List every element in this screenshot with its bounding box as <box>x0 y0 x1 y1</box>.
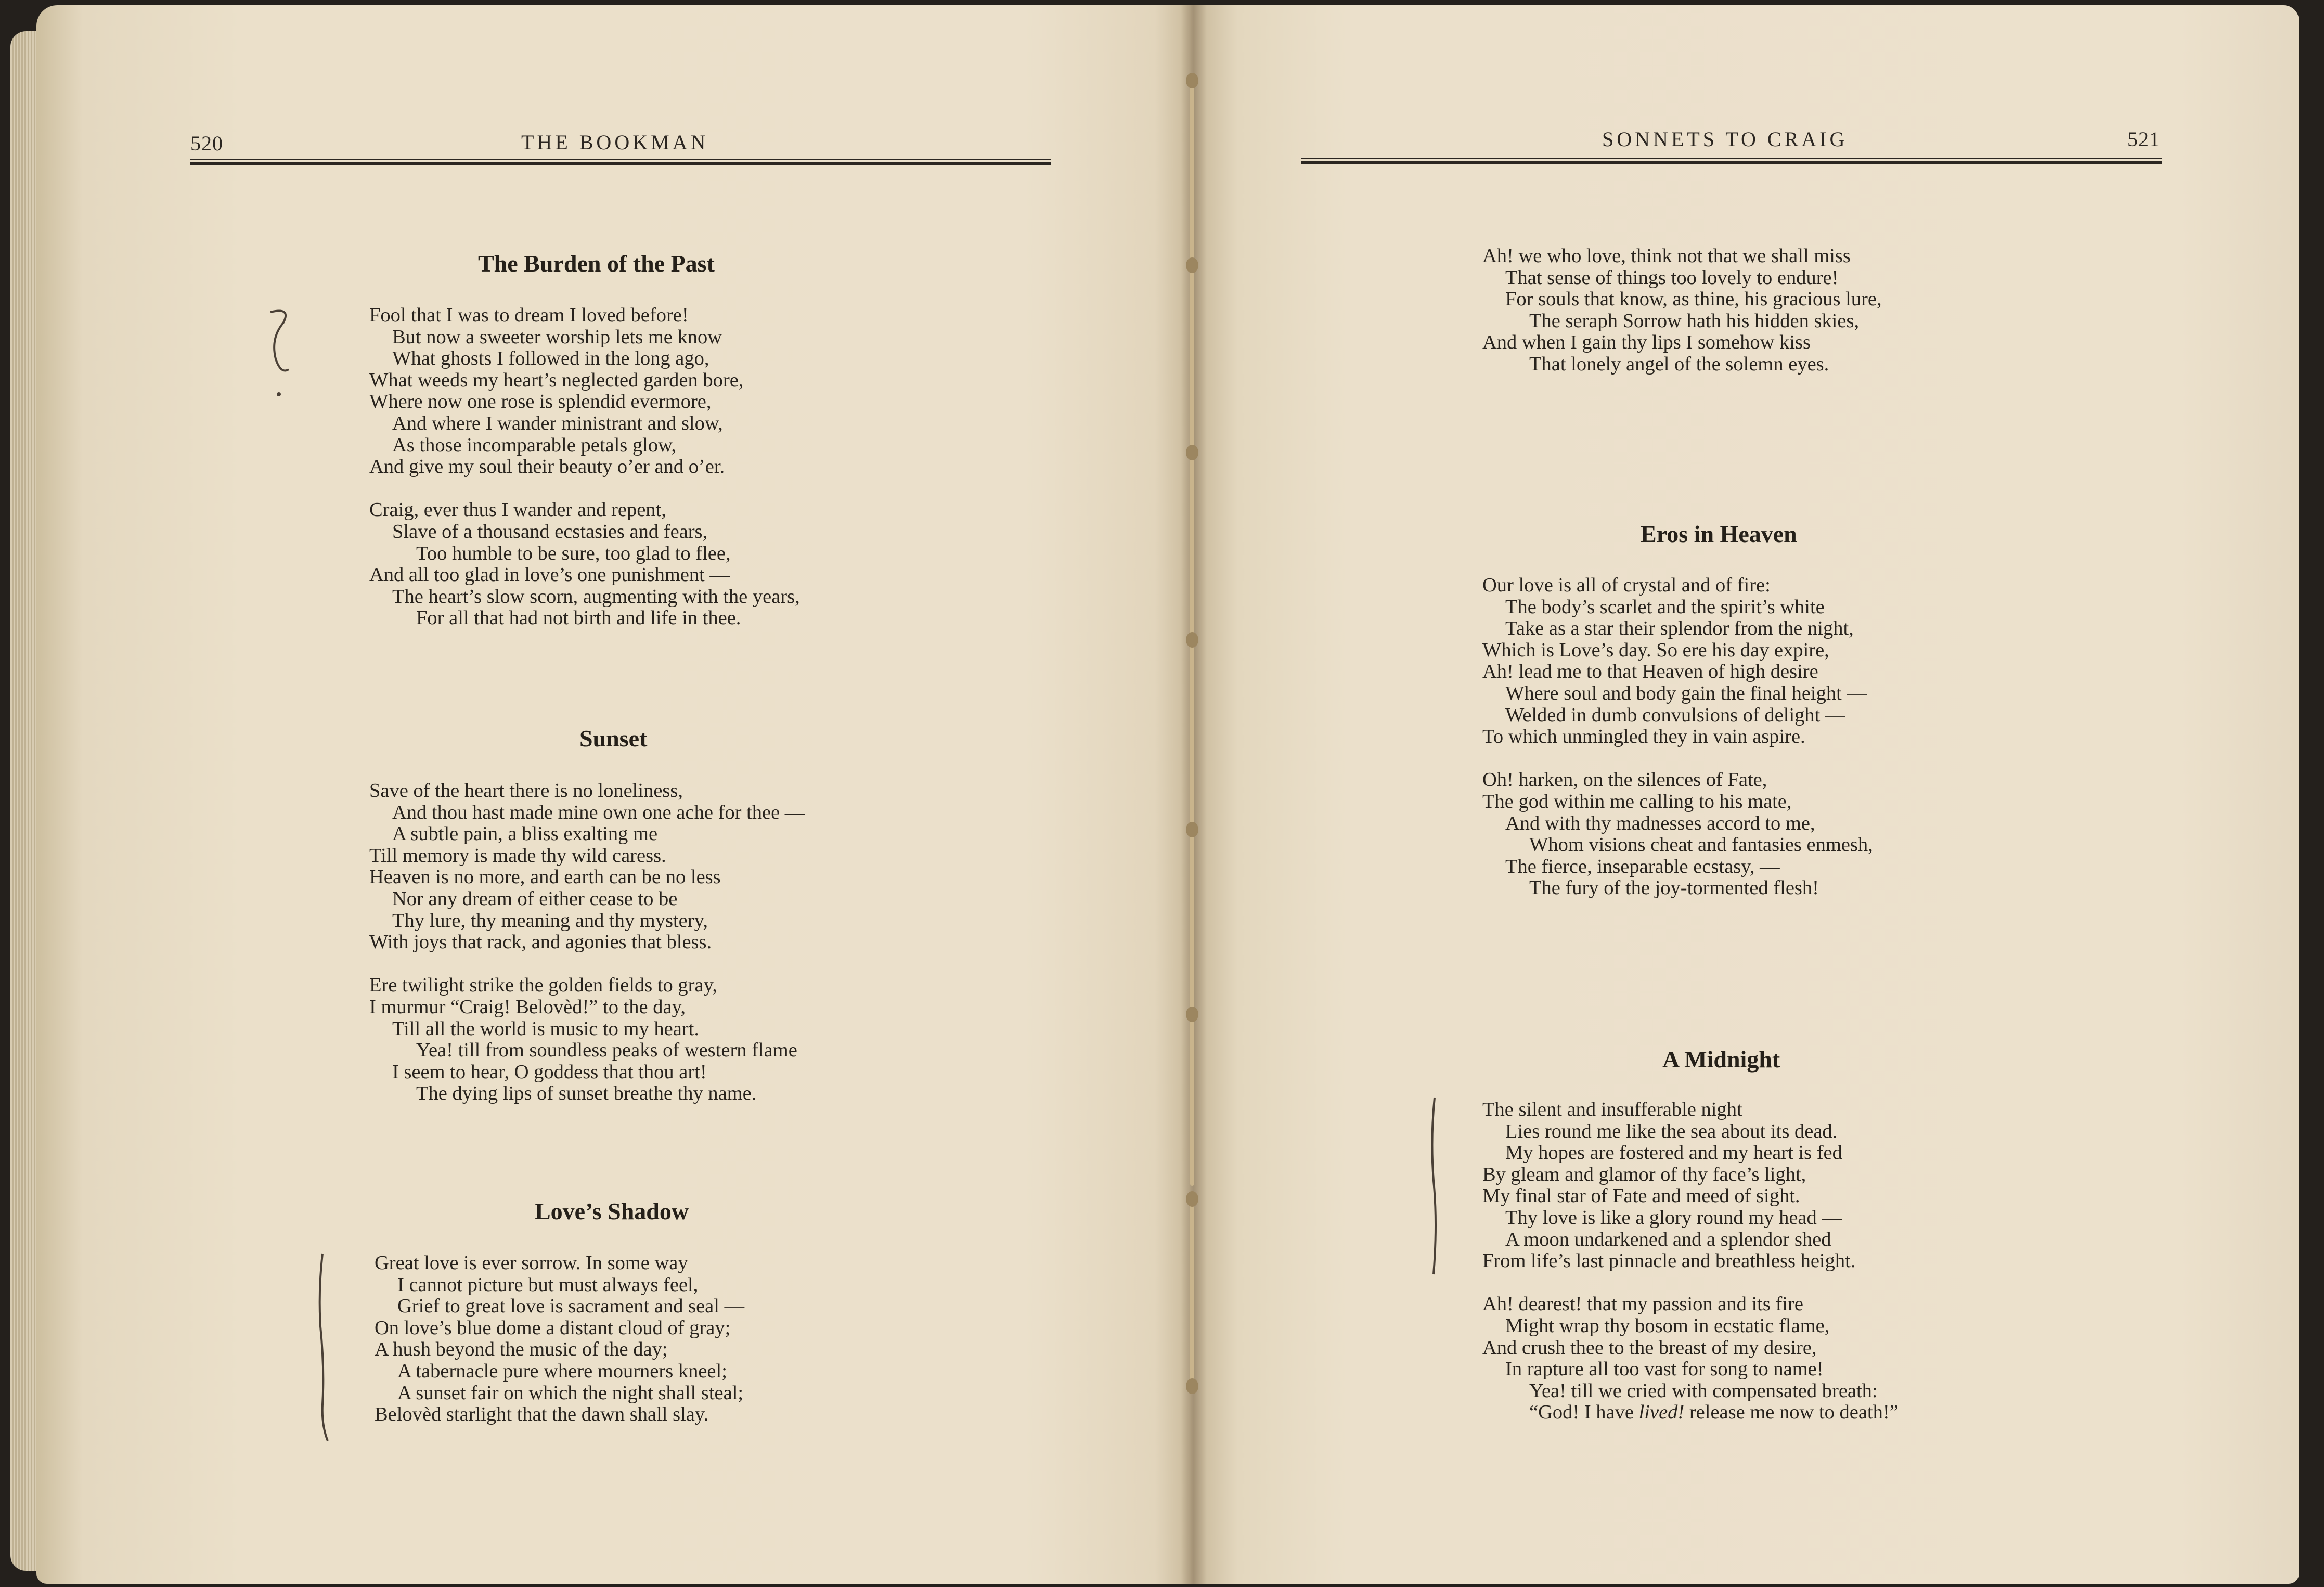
poem-line: Till memory is made thy wild caress. <box>369 844 666 867</box>
left-header-rule-thick <box>190 162 1051 165</box>
poem-continuation <box>1482 246 1882 376</box>
poem-line: And where I wander ministrant and slow, <box>392 412 723 434</box>
poem-line: Too humble to be sure, too glad to flee, <box>416 542 731 564</box>
poem-line: To which unmingled they in vain aspire. <box>1482 726 1805 748</box>
poem-line: Belovèd starlight that the dawn shall slay. <box>375 1403 709 1426</box>
pencil-mark-squiggle <box>260 302 302 406</box>
poem-line: The seraph Sorrow hath his hidden skies, <box>1529 309 1860 332</box>
poem-line: For souls that know, as thine, his gracious lure, <box>1505 288 1882 311</box>
poem-line: Yea! till from soundless peaks of western flame <box>416 1039 797 1062</box>
poem-line: A subtle pain, a bliss exalting me <box>392 823 658 845</box>
poem-line: The fierce, inseparable ecstasy, — <box>1505 855 1780 878</box>
poem-line: I cannot picture but must always feel, <box>397 1273 699 1296</box>
poem-line: On love’s blue dome a distant cloud of gray; <box>375 1317 731 1339</box>
left-page-number: 520 <box>190 132 223 155</box>
poem-line: And give my soul their beauty o’er and o’er. <box>369 456 725 478</box>
poem-line: My final star of Fate and meed of sight. <box>1482 1185 1800 1207</box>
poem-line: Lies round me like the sea about its dead. <box>1505 1120 1838 1142</box>
poem-line: Ah! dearest! that my passion and its fire <box>1482 1293 1803 1315</box>
poem-line: Great love is ever sorrow. In some way <box>375 1252 688 1274</box>
poem-line: Oh! harken, on the silences of Fate, <box>1482 769 1767 791</box>
poem-body <box>369 305 800 629</box>
right-page-number: 521 <box>2127 127 2160 151</box>
left-running-head: THE BOOKMAN <box>521 131 709 154</box>
poem-line: Heaven is no more, and earth can be no less <box>369 866 721 888</box>
right-header-rule-thick <box>1301 161 2162 164</box>
poem-line: Might wrap thy bosom in ecstatic flame, <box>1505 1314 1830 1337</box>
binding-stitch <box>1186 73 1198 88</box>
poem-line: The body’s scarlet and the spirit’s white <box>1505 596 1825 618</box>
poem-line: Welded in dumb convulsions of delight — <box>1505 704 1845 726</box>
poem-line: By gleam and glamor of thy face’s light, <box>1482 1163 1806 1185</box>
poem-line: A sunset fair on which the night shall steal; <box>397 1382 744 1404</box>
poem-title: Sunset <box>579 725 648 752</box>
poem-line: The god within me calling to his mate, <box>1482 790 1792 812</box>
poem-line: Grief to great love is sacrament and seal — <box>397 1295 745 1318</box>
pencil-mark-bracket <box>307 1248 338 1446</box>
poem-line: Where now one rose is splendid evermore, <box>369 391 712 413</box>
poem-line: But now a sweeter worship lets me know <box>392 326 722 348</box>
poem-line: For all that had not birth and life in thee. <box>416 607 741 629</box>
poem-line: In rapture all too vast for song to name! <box>1505 1358 1824 1380</box>
right-running-head: SONNETS TO CRAIG <box>1602 127 1848 151</box>
poem-line: And when I gain thy lips I somehow kiss <box>1482 331 1811 354</box>
poem-line: A hush beyond the music of the day; <box>375 1338 668 1361</box>
poem-line-part: “God! I have <box>1529 1401 1639 1424</box>
poem-line: Ah! lead me to that Heaven of high desire <box>1482 661 1818 683</box>
poem-line: And thou hast made mine own one ache for thee — <box>392 801 805 823</box>
binding-stitch <box>1186 1191 1198 1207</box>
poem-body <box>375 1253 744 1426</box>
binding-stitch <box>1186 1378 1198 1394</box>
poem-line: What weeds my heart’s neglected garden bore, <box>369 369 744 391</box>
poem-line-part: release me now to death!” <box>1684 1401 1899 1424</box>
poem-line: A tabernacle pure where mourners kneel; <box>397 1360 727 1382</box>
poem-line-italic: lived! <box>1638 1401 1685 1424</box>
binding-stitch <box>1186 822 1198 837</box>
poem-line: Thy lure, thy meaning and thy mystery, <box>392 909 708 932</box>
binding-stitch <box>1186 632 1198 648</box>
poem-line: Ere twilight strike the golden fields to gray, <box>369 974 717 997</box>
poem-line: What ghosts I followed in the long ago, <box>392 347 709 370</box>
poem-line: Slave of a thousand ecstasies and fears, <box>392 520 708 543</box>
poem-line: Whom visions cheat and fantasies enmesh, <box>1529 834 1873 856</box>
poem-title: A Midnight <box>1662 1046 1780 1073</box>
right-page <box>1191 5 2299 1584</box>
left-header-rule-thin <box>190 159 1051 160</box>
right-header-rule-thin <box>1301 158 2162 159</box>
poem-title: The Burden of the Past <box>478 250 715 277</box>
pencil-mark-bracket <box>1420 1092 1451 1280</box>
poem-title: Eros in Heaven <box>1641 521 1797 547</box>
poem-title: Love’s Shadow <box>535 1198 689 1224</box>
poem-line: And crush thee to the breast of my desire, <box>1482 1336 1817 1359</box>
binding-thread <box>1190 1196 1194 1394</box>
poem-line: And all too glad in love’s one punishment — <box>369 564 730 586</box>
poem-line: That lonely angel of the solemn eyes. <box>1529 353 1829 375</box>
poem-body <box>1482 575 1873 899</box>
poem-line: Nor any dream of either cease to be <box>392 887 678 910</box>
poem-line: Save of the heart there is no loneliness, <box>369 780 683 802</box>
poem-line: The fury of the joy-tormented flesh! <box>1529 877 1819 899</box>
poem-line: The silent and insufferable night <box>1482 1099 1742 1120</box>
left-page <box>36 5 1191 1584</box>
poem-line: Where soul and body gain the final height — <box>1505 682 1867 704</box>
poem-line: With joys that rack, and agonies that bless. <box>369 931 712 953</box>
poem-line: And with thy madnesses accord to me, <box>1505 812 1815 834</box>
poem-line: The heart’s slow scorn, augmenting with the years, <box>392 585 800 608</box>
poem-line: A moon undarkened and a splendor shed <box>1505 1228 1831 1250</box>
poem-line: Which is Love’s day. So ere his day expire, <box>1482 639 1829 661</box>
binding-stitch <box>1186 1007 1198 1022</box>
poem-body <box>369 780 805 1105</box>
poem-line: Take as a star their splendor from the night, <box>1505 617 1854 640</box>
poem-line: That sense of things too lovely to endure! <box>1505 266 1839 289</box>
poem-line: My hopes are fostered and my heart is fed <box>1505 1142 1842 1164</box>
poem-line: As those incomparable petals glow, <box>392 434 676 456</box>
poem-line: Thy love is like a glory round my head — <box>1505 1206 1842 1229</box>
poem-line: Our love is all of crystal and of fire: <box>1482 574 1771 596</box>
poem-line: I seem to hear, O goddess that thou art! <box>392 1061 707 1083</box>
poem-line: Craig, ever thus I wander and repent, <box>369 499 666 521</box>
poem-line-final <box>1482 1402 1899 1424</box>
poem-line: From life’s last pinnacle and breathless height. <box>1482 1250 1856 1272</box>
poem-line: I murmur “Craig! Belovèd!” to the day, <box>369 996 686 1018</box>
binding-stitch <box>1186 257 1198 273</box>
poem-line: Yea! till we cried with compensated breath: <box>1529 1379 1878 1402</box>
poem-line: Till all the world is music to my heart. <box>392 1017 699 1040</box>
poem-line: Fool that I was to dream I loved before! <box>369 304 689 326</box>
binding-stitch <box>1186 445 1198 460</box>
poem-line: Ah! we who love, think not that we shall miss <box>1482 245 1851 267</box>
poem-body <box>1482 1099 1899 1424</box>
poem-line: The dying lips of sunset breathe thy name. <box>416 1082 757 1105</box>
